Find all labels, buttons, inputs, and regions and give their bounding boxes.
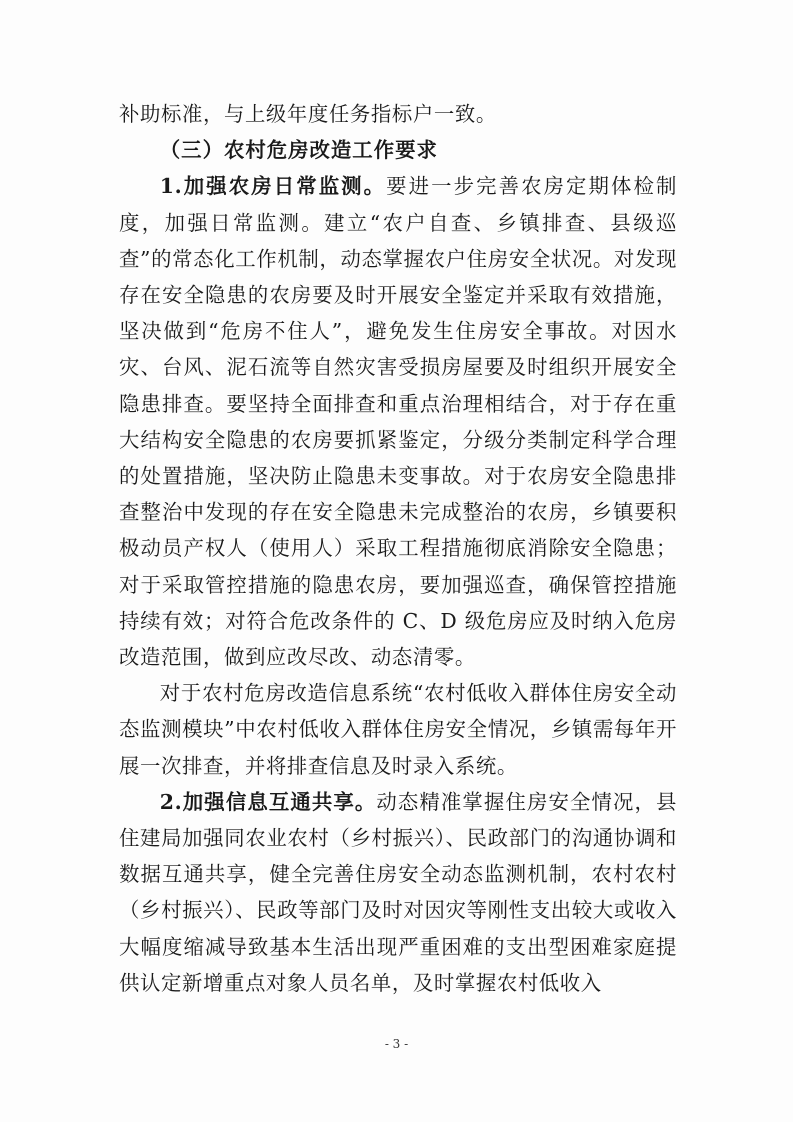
continuation-paragraph: 补助标准，与上级年度任务指标户一致。 [119,102,497,126]
system-paragraph: 对于农村危房改造信息系统“农村低收入群体住房安全动态监测模块”中农村低收入群体住房安全情况，乡镇需每年开展一次排查，并将排查信息及时录入系统。 [119,681,677,778]
item-1-paragraph [119,168,677,675]
document-body [119,96,677,1001]
page-number: - 3 - [384,1037,409,1051]
item-2-body: 动态精准掌握住房安全情况，县住建局加强同农业农村（乡村振兴）、民政部门的沟通协调和数据互通共享，健全完善住房安全动态监测机制，农村农村（乡村振兴）、民政等部门及时对因灾等刚性支出较大或收入大幅度缩减导致基本生活出现严重困难的支出型困难家庭提供认定新增重点对象人员名单，及时掌握农村低收入 [119,789,677,995]
item-2-paragraph [119,784,677,1001]
item-1-body: 要进一步完善农房定期体检制度，加强日常监测。建立“农户自查、乡镇排查、县级巡查”的常态化工作机制，动态掌握农户住房安全状况。对发现存在安全隐患的农房要及时开展安全鉴定并采取有效措施，坚决做到“危房不住人”，避免发生住房安全事故。对因水灾、台风、泥石流等自然灾害受损房屋要及时组织开展安全隐患排查。要坚持全面排查和重点治理相结合，对于存在重大结构安全隐患的农房要抓紧鉴定，分级分类制定科学合理的处置措施，坚决防止隐患未变事故。对于农房安全隐患排查整治中发现的存在安全隐患未完成整治的农房，乡镇要积极动员产权人（使用人）采取工程措施彻底消除安全隐患；对于采取管控措施的隐患农房，要加强巡查，确保管控措施持续有效；对符合危改条件的 C、D 级危房应及时纳入危房改造范围，做到应改尽改、动态清零。 [119,174,677,670]
item-2-lead: 2.加强信息互通共享。 [159,789,377,814]
section-heading: （三）农村危房改造工作要求 [159,138,438,163]
item-1-lead: 1.加强农房日常监测。 [159,174,387,199]
